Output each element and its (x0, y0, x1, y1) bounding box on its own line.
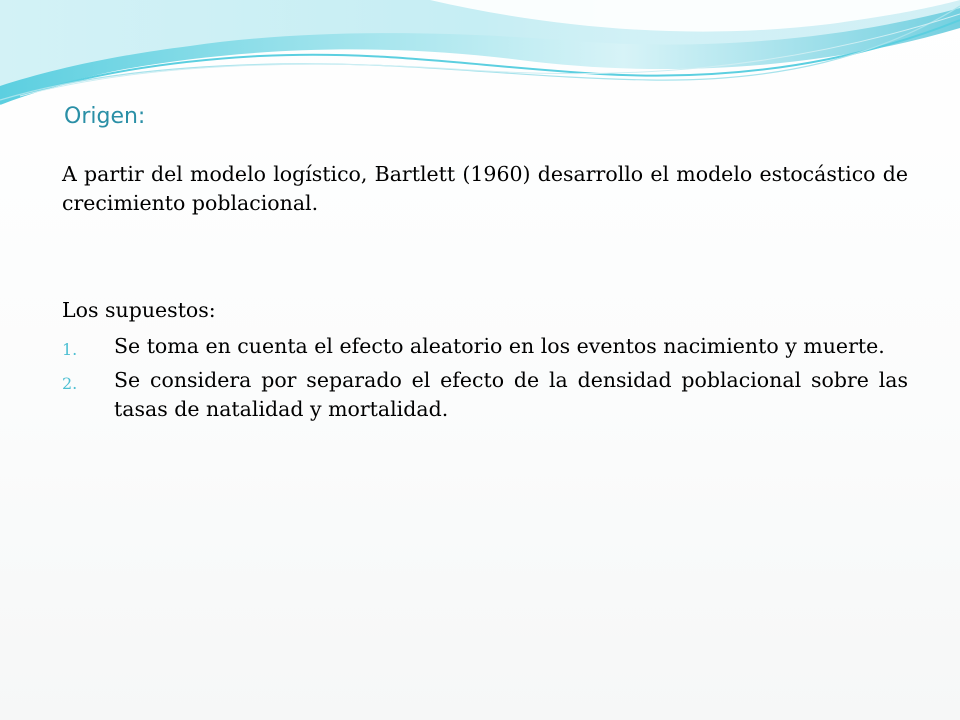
list-item-text: Se toma en cuenta el efecto aleatorio en los eventos nacimiento y muerte. (114, 334, 885, 358)
assumptions-list (62, 332, 908, 429)
list-item (62, 366, 908, 424)
list-item-number: 1. (62, 340, 78, 359)
list-item-number: 2. (62, 374, 78, 393)
intro-paragraph: A partir del modelo logístico, Bartlett (1960) desarrollo el modelo estocástico de crecimiento poblacional. (62, 162, 908, 215)
list-item-text: Se considera por separado el efecto de la densidad poblacional sobre las tasas de natalidad y mortalidad. (114, 368, 908, 421)
list-item (62, 332, 908, 361)
assumptions-heading: Los supuestos: (62, 298, 216, 322)
slide-title: Origen: (64, 104, 146, 129)
